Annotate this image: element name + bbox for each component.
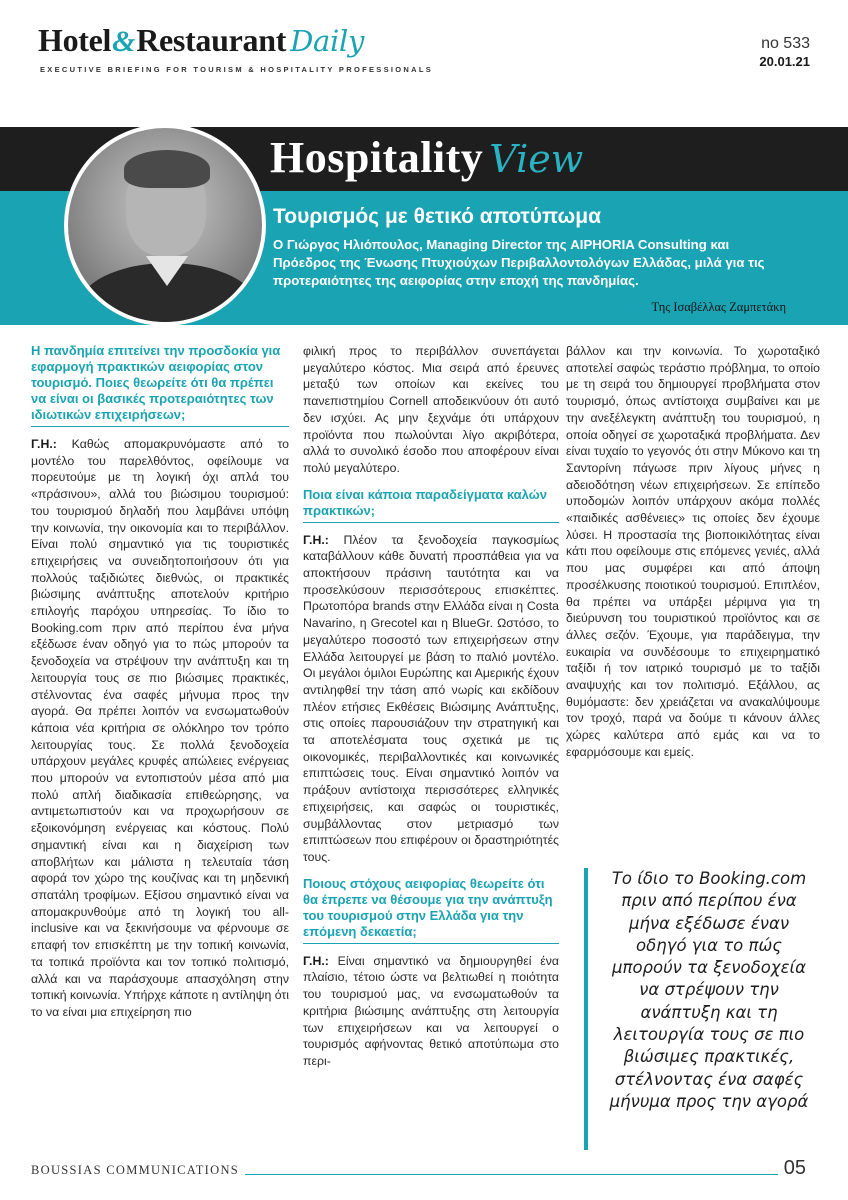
pull-quote <box>584 868 816 1150</box>
interviewee-portrait <box>64 124 266 326</box>
masthead <box>38 22 818 82</box>
answer-3-continued: βάλλον και την κοινωνία. Το χωροταξικό αποτελεί σαφώς τεράστιο πρόβλημα, το οποίο με τη σειρά του δημιουργεί προβλήματα στον τουρισμό, όπως αντίστοιχα συμβαίνει και με την ανεξέλεγκτη ανάπτυξη του τουρισμού, η οποία οδηγεί σε χωροταξικά προβλήματα. Δεν είναι τυχαίο το γεγονός ότι στην Μύκονο και τη Σαντορίνη πάγωσε πριν λίγους μήνες η αδειοδότηση νέων επιχειρήσεων. Σε επίπεδο υποδομών λοιπόν υπάρχουν ακόμα πολλές «παιδικές ασθένειες» τις οποίες δεν έχουμε λύσει. Η προστασία της βιοποικιλότητας είναι κάτι που οφείλουμε στις επόμενες γενιές, αλλά που μας συμφέρει και από άποψη προσέλκυσης ποιοτικού τουρισμού. Επιπλέον, θα πρέπει να υπάρξει μέριμνα για τη διεύρυνση του τουριστικού προϊόντος και σε άλλες σεζόν. Έχουμε, για παράδειγμα, την ευκαιρία να συνδέσουμε το επιχειρηματικό ταξίδι ή τον ιατρικό τουρισμό με το ταξίδι αναψυχής και τον πολιτισμό. Εξάλλου, ας θυμόμαστε: δεν χρειάζεται να ανακαλύψουμε τον τροχό, παρά να δούμε τι κάνουν άλλες χώρες καλύτερα από εμάς και να το εφαρμόσουμε και εμείς. <box>566 344 820 759</box>
question-divider <box>31 426 289 427</box>
answer-3 <box>303 953 559 1070</box>
answer-label: Γ.Η.: <box>303 532 329 547</box>
masthead-tagline: EXECUTIVE BRIEFING FOR TOURISM & HOSPITALITY PROFESSIONALS <box>40 65 434 74</box>
section-title-main: Hospitality <box>270 133 484 182</box>
issue-date: 20.01.21 <box>759 54 810 69</box>
brand-logo <box>38 22 364 59</box>
footer-publisher: BOUSSIAS COMMUNICATIONS <box>31 1163 245 1178</box>
answer-2-text: Πλέον τα ξενοδοχεία παγκοσμίως καταβάλλουν κάθε δυνατή προσπάθεια για να αποκτήσουν πράσινη ταυτότητα και να προσελκύσουν περισσότερους επισκέπτες. Πρωτοπόρα brands στην Ελλάδα είναι η Costa Navarino, η Grecotel και η BlueGr. Ωστόσο, το μεγαλύτερο ποσοστό των επιχειρήσεων στην Ελλάδα λειτουργεί με βάση το παλιό μοντέλο. Οι μεγάλοι όμιλοι Ευρώπης και Αμερικής έχουν αντιληφθεί την τάση από νωρίς και εκδίδουν πλέον ετήσιες Εκθέσεις Βιώσιμης Ανάπτυξης, στις οποίες παρουσιάζουν την στρατηγική και τα αποτελέσματα τους σχετικά με τις οικονομικές, περιβαλλοντικές και κοινωνικές επιπτώσεις τους. Είναι σημαντικό λοιπόν να πράξουν αντίστοιχα περισσότερες ελληνικές επιχειρήσεις, και σαφώς οι τουριστικές, συμβάλλοντας στον μετριασμό των επιπτώσεων που επιφέρουν οι δραστηριότητές τους. <box>303 532 559 864</box>
article-standfirst: Ο Γιώργος Ηλιόπουλος, Managing Director της AIPHORIA Consulting και Πρόεδρος της Ένωσης Πτυχιούχων Περιβαλλοντολόγων Ελλάδας, μιλά για τις προτεραιότητες της αειφορίας στην εποχή της πανδημίας. <box>273 237 765 288</box>
question-1: Η πανδημία επιτείνει την προσδοκία για εφαρμογή πρακτικών αειφορίας στον τουρισμό. Ποιες θεωρείτε ότι θα πρέπει να είναι οι βασικές προτεραιότητες των ιδιωτικών επιχειρήσεων; <box>31 343 281 422</box>
question-divider <box>303 943 559 944</box>
pull-quote-text: Το ίδιο το Booking.com πριν από περίπου ένα μήνα εξέδωσε έναν οδηγό για το πώς μπορούν τα ξενοδοχεία να στρέψουν την ανάπτυξη και τη λειτουργία τους σε πιο βιώσιμες πρακτικές, στέλνοντας ένα σαφές μήνυμα προς την αγορά <box>609 869 809 1111</box>
section-title <box>270 132 583 183</box>
answer-label: Γ.Η.: <box>303 953 329 968</box>
question-3: Ποιους στόχους αειφορίας θεωρείτε ότι θα έπρεπε να θέσουμε για την ανάπτυξη του τουρισμού στην Ελλάδα για την επόμενη δεκαετία; <box>303 875 553 939</box>
portrait-hair <box>124 150 210 188</box>
question-divider <box>303 522 559 523</box>
page-number: 05 <box>778 1157 806 1180</box>
answer-3-text: Είναι σημαντικό να δημιουργηθεί ένα πλαίσιο, τέτοιο ώστε να βελτιωθεί η ποιότητα του τουρισμού μας, να ενσωματωθούν τα κριτήρια βιώσιμης ανάπτυξης στη λειτουργία των επιχειρήσεων και να λειτουργεί ο τουρισμός αφήνοντας θετικό αποτύπωμα στο περι- <box>303 953 560 1068</box>
issue-info <box>759 34 810 70</box>
answer-label: Γ.Η.: <box>31 437 57 451</box>
brand-restaurant: Restaurant <box>136 22 287 58</box>
article-byline: Της Ισαβέλλας Ζαμπετάκη <box>651 300 786 314</box>
brand-daily: Daily <box>290 24 365 58</box>
answer-1-continued: φιλική προς το περιβάλλον συνεπάγεται μεγαλύτερο κόστος. Μια σειρά από έρευνες μεταξύ των οποίων και εκείνες του πανεπιστημίου Cornell αποδεικνύουν ότι αυτό δεν ισχύει. Ας μην ξεχνάμε ότι υπάρχουν προϊόντα που πωλούνται λίγο ακριβότερα, αλλά το συνολικό έσοδο που αποφέρουν είναι πολύ μεγαλύτερο. <box>303 344 559 475</box>
answer-1 <box>31 436 289 1021</box>
column-3 <box>566 343 820 771</box>
section-title-script: View <box>489 137 584 181</box>
brand-hotel: Hotel <box>38 22 112 58</box>
answer-1-text: Καθώς απομακρυνόμαστε από το μοντέλο του παρελθόντος, οφείλουμε να πορευτούμε με τη λογική όχι απλά του «πράσινου», αλλά του βιώσιμου τουρισμού: του τουρισμού δηλαδή που λαμβάνει υπόψη την κοινωνία, την οικονομία και το περιβάλλον. Είναι πολύ σημαντικό για τις τουριστικές επιχειρήσεις να συνειδητοποιήσουν ότι για πολλούς ταξιδιώτες διεθνώς, οι πρακτικές βιώσιμης ανάπτυξης αποτελούν κριτήριο επιλογής παρόχου υπηρεσίας. Το ίδιο το Booking.com πριν από περίπου ένα μήνα εξέδωσε έναν οδηγό για το πώς μπορούν τα ξενοδοχεία να στρέψουν την ανάπτυξη και τη λειτουργία τους σε πιο βιώσιμες πρακτικές, στέλνοντας ένα σαφές μήνυμα προς την αγορά. Θα πρέπει λοιπόν να ενσωματωθούν κάποια νέα κριτήρια σε ολόκληρο τον τρόπο λειτουργίας τους. Σε πολλά ξενοδοχεία υπάρχουν μεγάλες κρυφές απώλειες ενέργειας που μπορούν να εντοπιστούν μέσα από μια πολύ απλή διαδικασία επιθεώρησης, να αντιμετωπιστούν και να προχωρήσουν σε εξοικονόμηση ενέργειας και κόστους. Πολύ σημαντική είναι και η διαχείριση των αποβλήτων και μάλιστα η τελευταία τάση αφορά τον χώρο της κουζίνας και τη μηδενική σπατάλη τροφίμων. Εξίσου σημαντικό είναι να απομακρυνθούμε από τη λογική του all-inclusive και να ξεκινήσουμε να φέρνουμε σε επαφή τον επισκέπτη με την τοπική κοινωνία, τα τοπικά προϊόντα και τον τοπικό πολιτισμό, αλλά και να παράσχουμε απασχόληση στην τοπική κοινωνία. Υπήρχε κάποτε η αντίληψη ότι το να είναι μια επιχείρηση πιο <box>31 437 289 1019</box>
article-headline: Τουρισμός με θετικό αποτύπωμα <box>273 205 602 228</box>
answer-2 <box>303 532 559 866</box>
column-2 <box>303 343 559 1080</box>
question-2: Ποια είναι κάποια παραδείγματα καλών πρακτικών; <box>303 486 547 518</box>
brand-ampersand: & <box>112 25 136 58</box>
issue-number: no 533 <box>761 35 810 52</box>
column-1 <box>31 343 289 1031</box>
